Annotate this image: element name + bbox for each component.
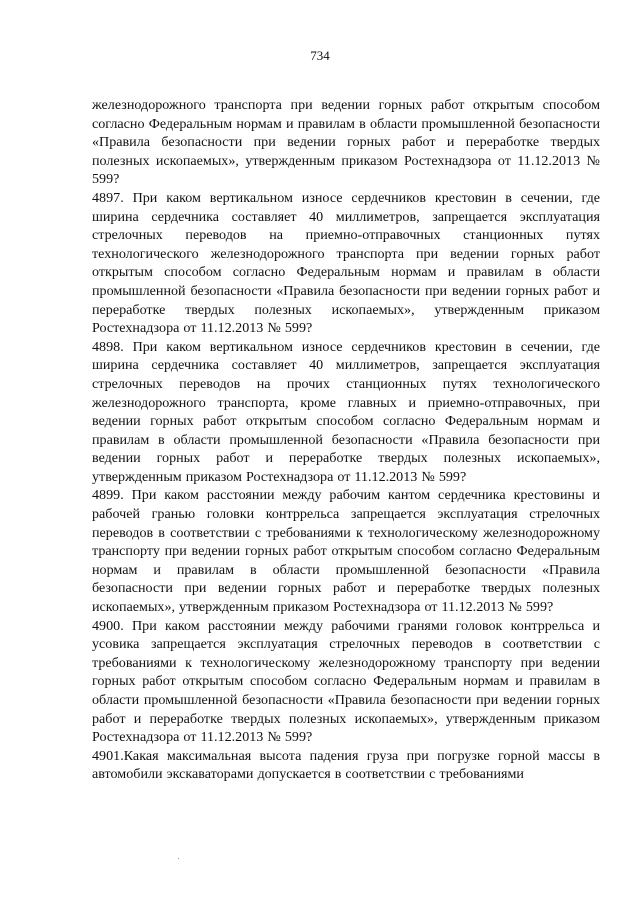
question-4897: 4897. При каком вертикальном износе сердечников крестовин в сечении, где ширина сердечника составляет 40 миллиметров, запрещается эксплуатация стрелочных переводов на приемно-отправочных станционных путях технологического железнодорожного транспорта при ведении горных работ открытым способом согласно Федеральным нормам и правилам в области промышленной безопасности «Правила безопасности при ведении горных работ и переработке твердых полезных ископаемых», утвержденным приказом Ростехнадзора от 11.12.2013 № 599? xyxy=(92,189,600,337)
paragraph-continuation: железнодорожного транспорта при ведении горных работ открытым способом согласно Федеральным нормам и правилам в области промышленной безопасности «Правила безопасности при ведении горных работ и переработке твердых полезных ископаемых», утвержденным приказом Ростехнадзора от 11.12.2013 № 599? xyxy=(92,97,600,188)
question-4898: 4898. При каком вертикальном износе сердечников крестовин в сечении, где ширина сердечника составляет 40 миллиметров, запрещается эксплуатация стрелочных переводов на прочих станционных путях технологического железнодорожного транспорта, кроме главных и приемно-отправочных, при ведении горных работ открытым способом согласно Федеральным нормам и правилам в области промышленной безопасности «Правила безопасности при ведении горных работ и переработке твердых полезных ископаемых», утвержденным приказом Ростехнадзора от 11.12.2013 № 599? xyxy=(92,338,600,485)
document-body xyxy=(92,96,600,784)
scan-artifact xyxy=(178,858,179,859)
question-4901 xyxy=(92,747,600,784)
question-4899: 4899. При каком расстоянии между рабочим кантом сердечника крестовины и рабочей гранью головки контррельса запрещается эксплуатация стрелочных переводов в соответствии с требованиями к технологическому железнодорожному транспорту при ведении горных работ открытым способом согласно Федеральным нормам и правилам в области промышленной безопасности «Правила безопасности при ведении горных работ и переработке твердых полезных ископаемых», утвержденным приказом Ростехнадзора от 11.12.2013 № 599? xyxy=(92,487,600,616)
question-text: Какая максимальная высота падения груза при погрузке горной массы в автомобили экскаваторами допускается в соответствии с требованиями xyxy=(92,747,600,783)
question-number: 4901. xyxy=(92,747,124,764)
question-4900: 4900. При каком расстоянии между рабочими гранями головок контррельса и усовика запрещается эксплуатация стрелочных переводов в соответствии с требованиями к технологическому железнодорожному транспорту при ведении горных работ открытым способом согласно Федеральным нормам и правилам в области промышленной безопасности «Правила безопасности при ведении горных работ и переработке твердых полезных ископаемых», утвержденным приказом Ростехнадзора от 11.12.2013 № 599? xyxy=(92,617,600,746)
page-number: 734 xyxy=(310,48,330,63)
